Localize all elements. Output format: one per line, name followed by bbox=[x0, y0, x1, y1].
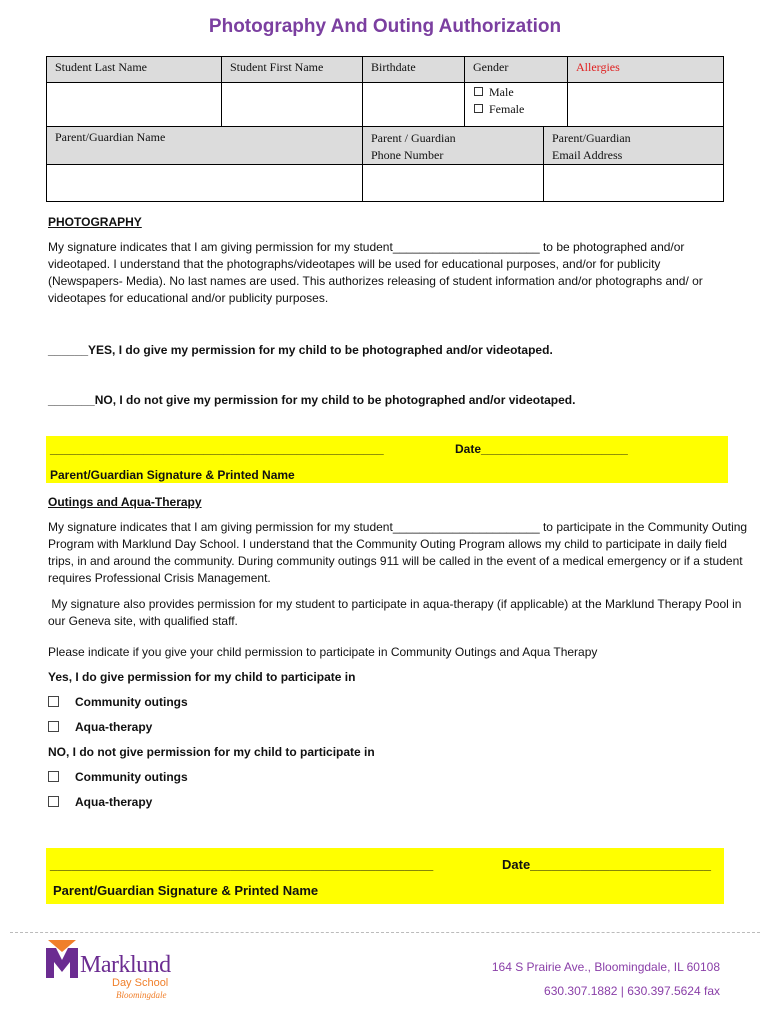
header-student-first-name: Student First Name bbox=[221, 56, 363, 83]
photography-signature-line[interactable]: __________________________________________________ bbox=[50, 442, 384, 456]
photography-paragraph: My signature indicates that I am giving permission for my student______________________ to be photographed and/or videotaped. I understand that the photographs/videotapes will be used for educational purposes, and/or for publicity (Newspapers- Media). No last names are used. This authorizes releasing of student information and/or photographs and/ or videotapes for educational and/or publicity purposes. bbox=[48, 240, 703, 305]
photography-no-option[interactable]: _______NO, I do not give my permission for my child to be photographed and/or videotaped. bbox=[48, 393, 576, 407]
no-community-outings-option[interactable]: Community outings bbox=[48, 769, 188, 786]
gender-option-female[interactable]: Female bbox=[474, 101, 567, 118]
photography-date-field[interactable]: Date______________________ bbox=[455, 442, 628, 456]
student-last-name-field[interactable] bbox=[46, 82, 222, 127]
photography-heading: PHOTOGRAPHY bbox=[48, 215, 142, 229]
header-allergies: Allergies bbox=[567, 56, 724, 83]
outings-no-heading: NO, I do not give permission for my child to participate in bbox=[48, 745, 375, 759]
outings-heading: Outings and Aqua-Therapy bbox=[48, 495, 202, 509]
header-gender: Gender bbox=[464, 56, 568, 83]
male-checkbox[interactable] bbox=[474, 87, 483, 96]
header-guardian-name: Parent/Guardian Name bbox=[46, 126, 363, 165]
header-birthdate: Birthdate bbox=[362, 56, 465, 83]
student-first-name-field[interactable] bbox=[221, 82, 363, 127]
guardian-phone-field[interactable] bbox=[362, 164, 544, 202]
photography-yes-option[interactable]: ______YES, I do give my permission for my child to be photographed and/or videotaped. bbox=[48, 343, 553, 357]
outings-date-field[interactable]: Date_________________________ bbox=[502, 857, 711, 872]
photography-signature-label: Parent/Guardian Signature & Printed Name bbox=[50, 468, 295, 482]
guardian-email-field[interactable] bbox=[543, 164, 724, 202]
footer-divider bbox=[10, 932, 760, 933]
no-aqua-therapy-option[interactable]: Aqua-therapy bbox=[48, 794, 152, 811]
logo-city: Bloomingdale bbox=[116, 990, 167, 1000]
outings-yes-heading: Yes, I do give permission for my child to participate in bbox=[48, 670, 356, 684]
no-aqua-therapy-checkbox[interactable] bbox=[48, 796, 59, 807]
yes-aqua-therapy-checkbox[interactable] bbox=[48, 721, 59, 732]
gender-field bbox=[464, 82, 568, 127]
logo-subtitle: Day School bbox=[112, 977, 169, 989]
outings-signature-block bbox=[46, 848, 724, 904]
allergies-field[interactable] bbox=[567, 82, 724, 127]
page-title: Photography And Outing Authorization bbox=[208, 16, 562, 37]
yes-community-outings-checkbox[interactable] bbox=[48, 696, 59, 707]
header-student-last-name: Student Last Name bbox=[46, 56, 222, 83]
logo-wordmark: Marklund bbox=[80, 952, 171, 978]
outings-signature-line[interactable]: _____________________________________________________ bbox=[50, 857, 434, 872]
guardian-name-field[interactable] bbox=[46, 164, 363, 202]
footer-address: 164 S Prairie Ave., Bloomingdale, IL 60108 bbox=[491, 960, 720, 974]
no-community-outings-checkbox[interactable] bbox=[48, 771, 59, 782]
yes-aqua-therapy-option[interactable]: Aqua-therapy bbox=[48, 719, 152, 736]
gender-option-male[interactable]: Male bbox=[474, 84, 567, 101]
header-guardian-email: Parent/Guardian Email Address bbox=[543, 126, 724, 165]
birthdate-field[interactable] bbox=[362, 82, 465, 127]
header-guardian-phone: Parent / Guardian Phone Number bbox=[362, 126, 544, 165]
photography-signature-block bbox=[46, 436, 728, 483]
outings-signature-label: Parent/Guardian Signature & Printed Name bbox=[53, 883, 319, 898]
yes-community-outings-option[interactable]: Community outings bbox=[48, 694, 188, 711]
footer-phones: 630.307.1882 | 630.397.5624 fax bbox=[544, 984, 720, 998]
marklund-logo bbox=[46, 940, 186, 1004]
outings-indicate-text: Please indicate if you give your child permission to participate in Community Outings and Aqua Therapy bbox=[48, 645, 598, 659]
outings-paragraph-1: My signature indicates that I am giving permission for my student______________________ to participate in the Community Outing Program with Marklund Day School. I understand that the Community Outing Program allows my child to participate in daily field trips, in and around the community. During community outings 911 will be called in the event of a medical emergency or if a student requires Professional Crisis Management. bbox=[48, 520, 748, 585]
outings-paragraph-2: My signature also provides permission for my student to participate in aqua-therapy (if applicable) at the Marklund Therapy Pool in our Geneva site, with qualified staff. bbox=[48, 597, 745, 628]
female-checkbox[interactable] bbox=[474, 104, 483, 113]
